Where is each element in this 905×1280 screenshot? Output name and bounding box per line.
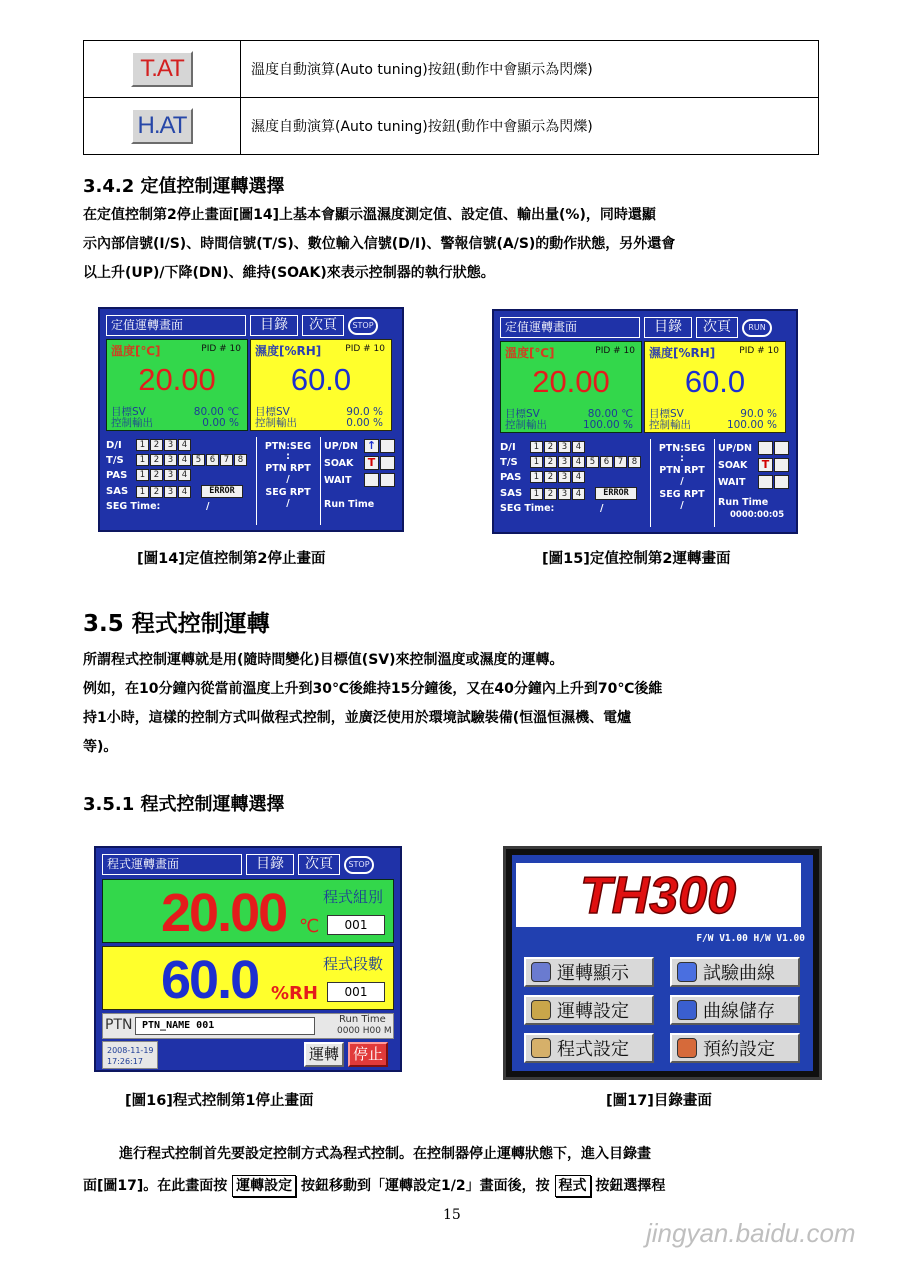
table-desc: 溫度自動演算(Auto tuning)按鈕(動作中會顯示為閃爍) [241,41,819,98]
screen-title: 程式運轉畫面 [102,854,242,875]
temperature-panel: 溫度[℃] PID # 10 20.00 目標SV 80.00 ℃ 控制輸出 100.00 % [500,341,642,433]
status-indicator: STOP [344,856,374,874]
next-page-button[interactable]: 次頁 [696,317,738,338]
page-number: 15 [443,1207,461,1223]
humidity-panel: 濕度[%RH] PID # 10 60.0 目標SV 90.0 % 控制輸出 0.00 % [250,339,392,431]
error-box: ERROR [595,487,637,500]
logo-area [516,863,801,927]
status-indicator: STOP [348,317,378,335]
section-35-body: 所謂程式控制運轉就是用(隨時間變化)目標值(SV)來控制溫度或濕度的運轉。 例如，在10分鐘內從當前溫度上升到30℃後維持15分鐘後，又在40分鐘內上升到70℃後維 持1小時，這樣的控制方式叫做程式控制，並廣泛使用於環境試驗裝備(恒溫恒濕機、電爐 等)。 [83,652,663,755]
group-value-field[interactable]: 001 [327,915,385,935]
menu-button[interactable]: 目錄 [250,315,298,336]
menu-curve-save[interactable]: 曲線儲存 [670,995,800,1025]
watermark: jingyan.baidu.com [646,1218,856,1248]
section-heading-35: 3.5 程式控制運轉 [83,611,270,637]
soak-indicator: T [364,456,379,470]
screen-title: 定值運轉畫面 [106,315,246,336]
logo-text: TH300 [579,867,737,925]
soak-indicator: T [758,458,773,472]
next-page-button[interactable]: 次頁 [298,854,340,875]
test-curve-icon [677,962,697,982]
table-desc: 濕度自動演算(Auto tuning)按鈕(動作中會顯示為閃爍) [241,98,819,155]
screen-title: 定值運轉畫面 [500,317,640,338]
status-area: D/I 1 2 3 4 T/S 1 2 3 4 5 6 7 8 PAS 1 2 3 4 SAS 1 2 3 4 ERROR SEG Time: / PTN:SEG : PTN RPT / SEG RPT / UP/DN SOAK T WAIT Run Time 0000:00:05 [500,439,792,529]
table-row [84,98,819,155]
humidity-value: 60.0 [290,362,352,397]
status-indicator: RUN [742,319,772,337]
humidity-value: 60.0 [684,364,746,399]
menu-button[interactable]: 目錄 [246,854,294,875]
pencil-icon [531,1038,551,1058]
temperature-panel: 溫度[℃] PID # 10 20.00 目標SV 80.00 ℃ 控制輸出 0.00 % [106,339,248,431]
run-settings-key: 運轉設定 [232,1175,296,1197]
pattern-bar: PTN PTN_NAME 001 Run Time 0000 H00 M [102,1013,394,1039]
gear-icon [531,1000,551,1020]
button-table [83,40,819,155]
menu-run-display[interactable]: 運轉顯示 [524,957,654,987]
next-page-button[interactable]: 次頁 [302,315,344,336]
fig15-screen [492,309,798,534]
pattern-name: PTN_NAME 001 [135,1017,315,1035]
menu-schedule-settings[interactable]: 預約設定 [670,1033,800,1063]
error-box: ERROR [201,485,243,498]
temperature-panel: 20.00 ℃ 程式組別 001 [102,879,394,943]
calendar-icon [677,1038,697,1058]
section-342-body: 在定值控制第2停止畫面[圖14]上基本會顯示溫濕度測定值、設定值、輸出量(%)，同時還顯 示內部信號(I/S)、時間信號(T/S)、數位輸入信號(D/I)、警報信號(A/S)的動作狀態，另外還會 以上升(UP)/下降(DN)、維持(SOAK)來表示控制器的執行狀態。 [83,207,676,281]
menu-run-settings[interactable]: 運轉設定 [524,995,654,1025]
datetime-box: 2008-11-19 17:26:17 [102,1041,158,1069]
stop-button[interactable]: 停止 [348,1042,388,1067]
temperature-value: 20.00 [532,364,610,399]
runtime-value: 0000:00:05 [730,510,785,520]
fig16-screen [94,846,402,1072]
fig15-caption: [圖15]定值控制第2運轉畫面 [542,551,731,567]
run-display-icon [531,962,551,982]
status-area: D/I 1 2 3 4 T/S 1 2 3 4 5 6 7 8 PAS 1 2 3 4 SAS 1 2 3 4 ERROR SEG Time: / PTN:SEG : PTN RPT / SEG RPT / UP/DN ↑ SOAK T WAIT Run Time [106,437,398,527]
fig16-caption: [圖16]程式控制第1停止畫面 [125,1093,314,1109]
menu-test-curve[interactable]: 試驗曲線 [670,957,800,987]
tat-button-image: T.AT [131,51,193,87]
temperature-value: 20.00 [138,362,216,397]
program-key: 程式 [555,1175,591,1197]
logo-image [516,863,801,927]
section-heading-351: 3.5.1 程式控制運轉選擇 [83,794,285,815]
segment-value-field[interactable]: 001 [327,982,385,1002]
version-text: F/W V1.00 H/W V1.00 [696,933,805,944]
updn-indicator [758,441,773,455]
menu-program-settings[interactable]: 程式設定 [524,1033,654,1063]
save-icon [677,1000,697,1020]
humidity-panel: 60.0 %RH 程式段數 001 [102,946,394,1010]
fig14-screen [98,307,404,532]
bottom-body: 進行程式控制首先要設定控制方式為程式控制。在控制器停止運轉狀態下，進入目錄畫 面[圖17]。在此畫面按 運轉設定 按鈕移動到「運轉設定1/2」畫面後，按 程式 按鈕選擇程 [83,1140,833,1201]
fig17-screen [503,846,822,1080]
fig14-caption: [圖14]定值控制第2停止畫面 [137,551,326,567]
humidity-value: 60.0 [161,950,259,1010]
humidity-panel: 濕度[%RH] PID # 10 60.0 目標SV 90.0 % 控制輸出 100.00 % [644,341,786,433]
hat-button-image: H.AT [131,108,193,144]
run-button[interactable]: 運轉 [304,1042,344,1067]
table-row [84,41,819,98]
section-heading-342: 3.4.2 定值控制運轉選擇 [83,176,285,197]
menu-button[interactable]: 目錄 [644,317,692,338]
updn-indicator: ↑ [364,439,379,453]
temperature-value: 20.00 [161,883,287,943]
fig17-caption: [圖17]目錄畫面 [606,1093,712,1109]
